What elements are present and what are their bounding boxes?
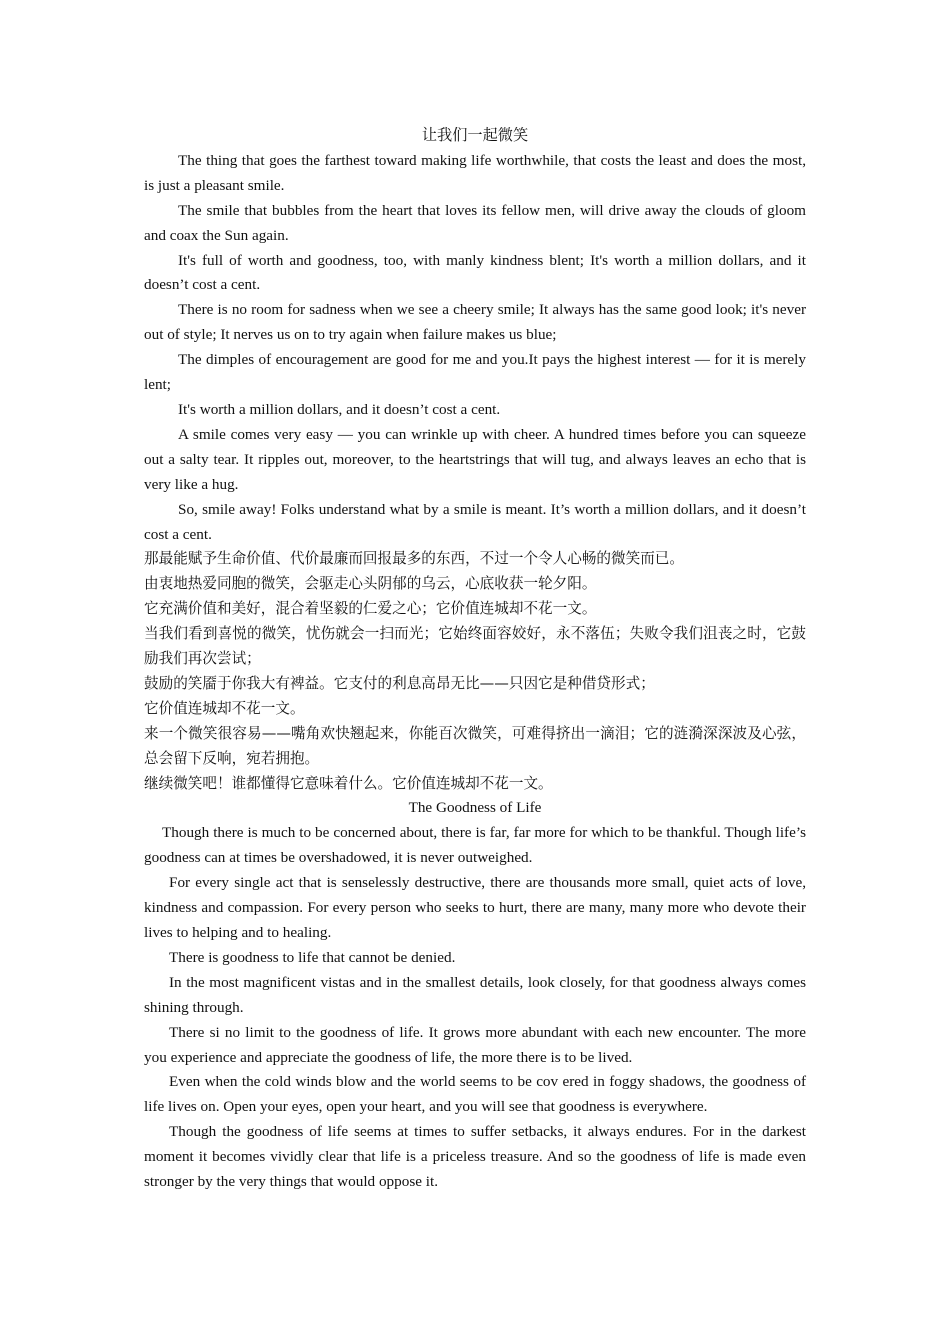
- english-paragraph: Though the goodness of life seems at times to suffer setbacks, it always endures. For in the darkest moment it becomes vividly clear that life is a priceless treasure. And so the goodness of life is made even stronger by the very things that would oppose it.: [144, 1123, 806, 1191]
- chinese-paragraph: 它价值连城却不花一文。: [144, 699, 305, 717]
- english-paragraph: There is no room for sadness when we see a cheery smile; It always has the same good look; it's never out of style; It nerves us on to try again when failure makes us blue;: [144, 301, 806, 344]
- english-paragraph: In the most magnificent vistas and in the smallest details, look closely, for that goodness always comes shining through.: [144, 973, 806, 1016]
- english-paragraph: The dimples of encouragement are good for me and you.It pays the highest interest — for it is merely lent;: [144, 351, 806, 394]
- title-smile: 让我们一起微笑: [421, 127, 529, 144]
- english-paragraph: There si no limit to the goodness of life. It grows more abundant with each new encounter. The more you experience and appreciate the goodness of life, the more there is to be lived.: [144, 1023, 806, 1066]
- english-paragraph: So, smile away! Folks understand what by a smile is meant. It’s worth a million dollars, and it doesn’t cost a cent.: [144, 500, 806, 543]
- title-goodness-of-life: The Goodness of Life: [408, 799, 542, 817]
- chinese-paragraph: 由衷地热爱同胞的微笑，会驱走心头阴郁的乌云，心底收获一轮夕阳。: [144, 575, 597, 593]
- document-body: [144, 124, 806, 1195]
- chinese-paragraph: 继续微笑吧！谁都懂得它意味着什么。它价值连城却不花一文。: [144, 774, 553, 792]
- english-paragraph: Even when the cold winds blow and the world seems to be cov ered in foggy shadows, the goodness of life lives on. Open your eyes, open your heart, and you will see that goodness is everywhere.: [144, 1073, 806, 1116]
- chinese-paragraph: 来一个微笑很容易——嘴角欢快翘起来，你能百次微笑，可难得挤出一滴泪；它的涟漪深深波及心弦，总会留下反响，宛若拥抱。: [144, 724, 806, 767]
- english-paragraph: It's full of worth and goodness, too, with manly kindness blent; It's worth a million dollars, and it doesn’t cost a cent.: [144, 251, 806, 294]
- chinese-paragraph: 鼓励的笑靥于你我大有裨益。它支付的利息高昂无比——只因它是种借贷形式；: [144, 674, 655, 692]
- chinese-paragraph: 它充满价值和美好，混合着坚毅的仁爱之心；它价值连城却不花一文。: [144, 600, 597, 618]
- english-paragraph: There is goodness to life that cannot be denied.: [169, 948, 456, 966]
- english-paragraph: It's worth a million dollars, and it doesn’t cost a cent.: [178, 400, 501, 418]
- english-paragraph: The thing that goes the farthest toward making life worthwhile, that costs the least and does the most, is just a pleasant smile.: [144, 151, 806, 194]
- english-paragraph: The smile that bubbles from the heart that loves its fellow men, will drive away the clouds of gloom and coax the Sun again.: [144, 201, 806, 244]
- chinese-paragraph: 那最能赋予生命价值、代价最廉而回报最多的东西，不过一个令人心畅的微笑而已。: [144, 550, 684, 568]
- english-paragraph: A smile comes very easy — you can wrinkle up with cheer. A hundred times before you can squeeze out a salty tear. It ripples out, moreover, to the heartstrings that will tug, and always leaves an echo that is very like a hug.: [144, 425, 806, 493]
- english-paragraph: Though there is much to be concerned about, there is far, far more for which to be thankful. Though life’s goodness can at times be overshadowed, it is never outweighed.: [144, 824, 806, 867]
- chinese-paragraph: 当我们看到喜悦的微笑，忧伤就会一扫而光；它始终面容姣好，永不落伍；失败令我们沮丧之时，它鼓励我们再次尝试；: [144, 625, 806, 668]
- english-paragraph: For every single act that is senselessly destructive, there are thousands more small, quiet acts of love, kindness and compassion. For every person who seeks to hurt, there are many, many more who devote their lives to helping and to healing.: [144, 874, 806, 941]
